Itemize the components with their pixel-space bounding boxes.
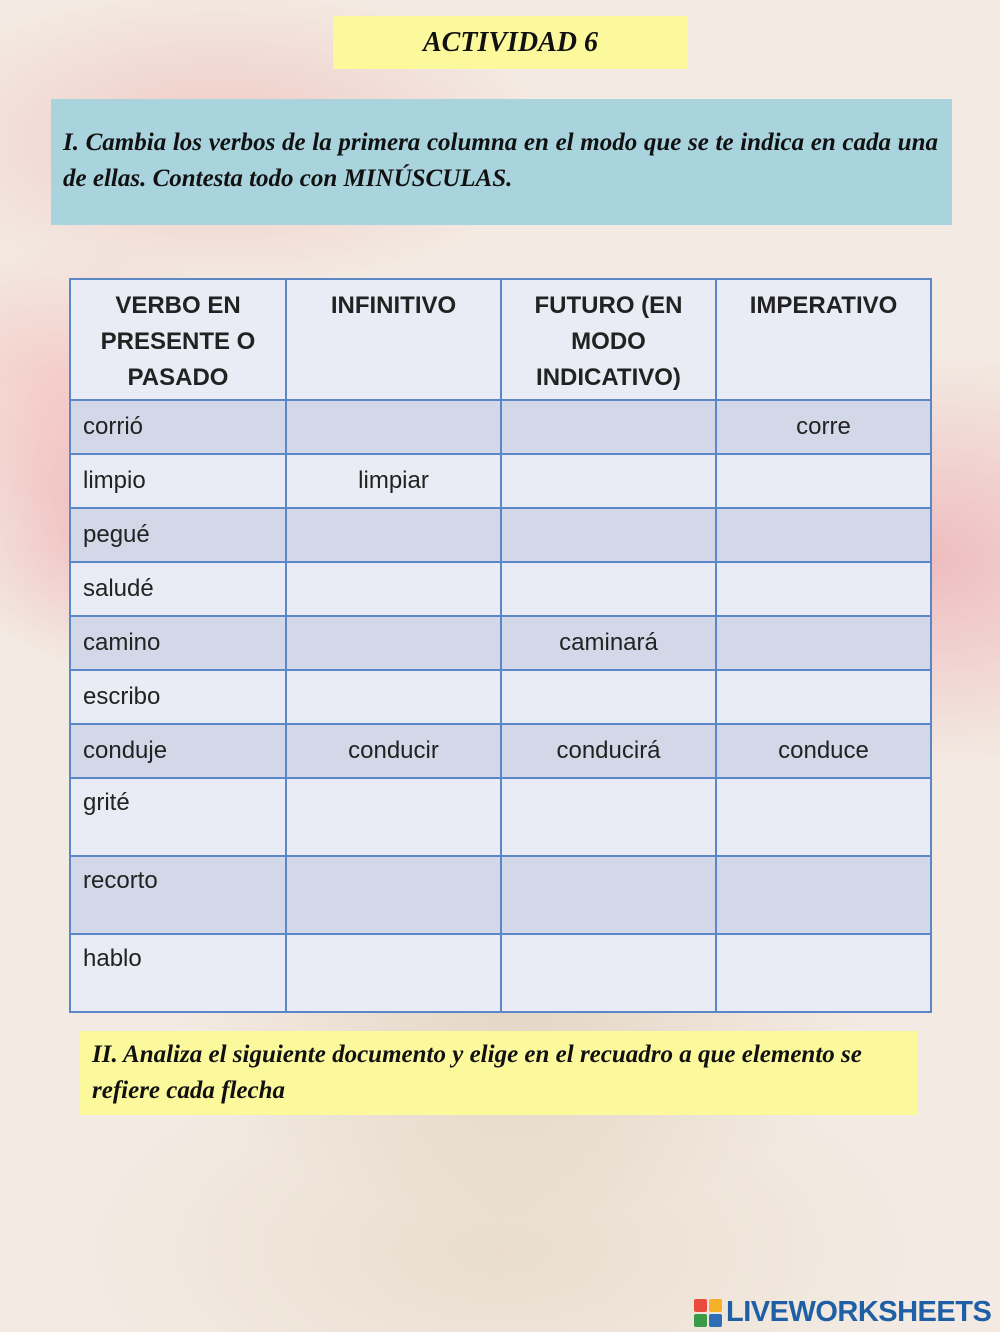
futuro-cell[interactable]: conducirá — [501, 724, 716, 778]
imperativo-cell[interactable] — [716, 670, 931, 724]
verb-cell: saludé — [70, 562, 286, 616]
verb-cell: pegué — [70, 508, 286, 562]
imperativo-cell[interactable] — [716, 616, 931, 670]
futuro-cell[interactable] — [501, 400, 716, 454]
table-row — [70, 724, 931, 778]
infinitivo-cell[interactable]: conducir — [286, 724, 501, 778]
table-header-row — [70, 279, 931, 400]
imperativo-cell[interactable] — [716, 562, 931, 616]
infinitivo-cell[interactable] — [286, 856, 501, 934]
table-row — [70, 856, 931, 934]
instruction-part-1: I. Cambia los verbos de la primera columna en el modo que se te indica en cada una de ellas. Contesta todo con MINÚSCULAS. — [51, 99, 952, 225]
liveworksheets-logo[interactable] — [694, 1296, 991, 1329]
brand-name: LIVEWORKSHEETS — [726, 1296, 992, 1328]
table-row — [70, 670, 931, 724]
infinitivo-cell[interactable] — [286, 934, 501, 1012]
futuro-cell[interactable] — [501, 454, 716, 508]
header-verbo: VERBO EN PRESENTE O PASADO — [70, 279, 286, 400]
infinitivo-cell[interactable]: limpiar — [286, 454, 501, 508]
verb-cell: recorto — [70, 856, 286, 934]
table-row — [70, 400, 931, 454]
infinitivo-cell[interactable] — [286, 562, 501, 616]
liveworksheets-logo-icon — [694, 1299, 722, 1327]
page-title: ACTIVIDAD 6 — [333, 16, 688, 69]
infinitivo-cell[interactable] — [286, 400, 501, 454]
imperativo-cell[interactable] — [716, 934, 931, 1012]
table-row — [70, 616, 931, 670]
infinitivo-cell[interactable] — [286, 778, 501, 856]
verb-cell: limpio — [70, 454, 286, 508]
verb-cell: camino — [70, 616, 286, 670]
table-row — [70, 454, 931, 508]
futuro-cell[interactable] — [501, 562, 716, 616]
imperativo-cell[interactable]: corre — [716, 400, 931, 454]
infinitivo-cell[interactable] — [286, 616, 501, 670]
futuro-cell[interactable]: caminará — [501, 616, 716, 670]
header-infinitivo: INFINITIVO — [286, 279, 501, 400]
instruction-part-2: II. Analiza el siguiente documento y elige en el recuadro a que elemento se refiere cada flecha — [80, 1031, 918, 1115]
infinitivo-cell[interactable] — [286, 508, 501, 562]
futuro-cell[interactable] — [501, 934, 716, 1012]
futuro-cell[interactable] — [501, 778, 716, 856]
table-row — [70, 778, 931, 856]
header-futuro: FUTURO (EN MODO INDICATIVO) — [501, 279, 716, 400]
imperativo-cell[interactable] — [716, 508, 931, 562]
imperativo-cell[interactable] — [716, 856, 931, 934]
futuro-cell[interactable] — [501, 856, 716, 934]
futuro-cell[interactable] — [501, 508, 716, 562]
imperativo-cell[interactable]: conduce — [716, 724, 931, 778]
verb-table — [69, 278, 932, 1013]
verb-cell: hablo — [70, 934, 286, 1012]
verb-cell: conduje — [70, 724, 286, 778]
futuro-cell[interactable] — [501, 670, 716, 724]
verb-cell: grité — [70, 778, 286, 856]
verb-cell: corrió — [70, 400, 286, 454]
table-row — [70, 934, 931, 1012]
verb-cell: escribo — [70, 670, 286, 724]
header-imperativo: IMPERATIVO — [716, 279, 931, 400]
infinitivo-cell[interactable] — [286, 670, 501, 724]
table-row — [70, 562, 931, 616]
imperativo-cell[interactable] — [716, 778, 931, 856]
table-row — [70, 508, 931, 562]
imperativo-cell[interactable] — [716, 454, 931, 508]
